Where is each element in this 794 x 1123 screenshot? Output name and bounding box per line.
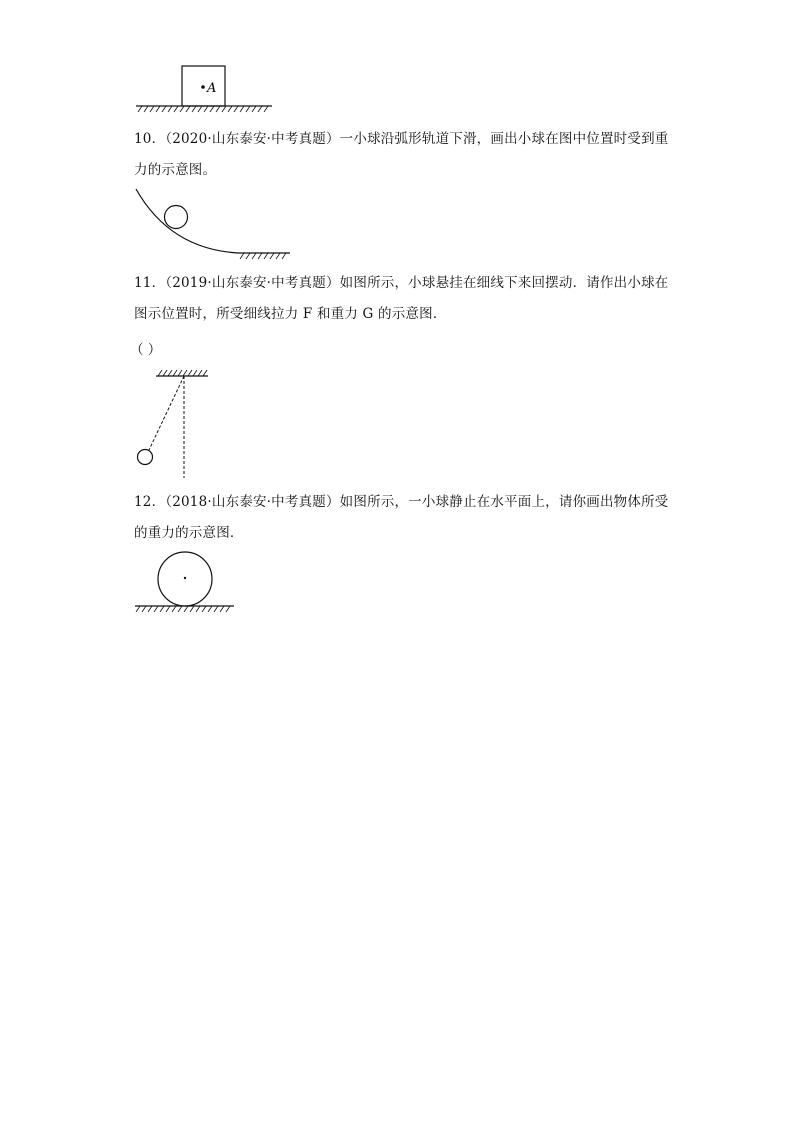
curved-track-figure	[130, 185, 300, 267]
ball-on-surface-figure	[130, 548, 240, 616]
ground-hatch	[138, 106, 268, 112]
pendulum-figure	[130, 366, 220, 480]
surface-hatch	[136, 606, 230, 612]
question-12-line-2: 的重力的示意图．	[134, 525, 244, 541]
question-11-line-1: 11．（2019·山东泰安·中考真题）如图所示，小球悬挂在细线下来回摆动．请作出小球在	[134, 275, 669, 291]
ceiling-hatch	[158, 370, 207, 376]
ball-center-dot	[184, 577, 186, 579]
point-a-dot	[201, 85, 205, 89]
string-line	[149, 376, 184, 450]
question-11-line-2: 图示位置时，所受细线拉力 F 和重力 G 的示意图．	[134, 306, 447, 322]
question-10	[134, 124, 669, 186]
answer-blank: （ ）	[130, 342, 162, 358]
question-10-line-2: 力的示意图。	[134, 162, 217, 178]
question-12	[134, 487, 669, 549]
question-12-line-1: 12．（2018·山东泰安·中考真题）如图所示，一小球静止在水平面上，请你画出物体所受	[134, 494, 669, 510]
track-hatch	[240, 253, 286, 259]
question-10-line-1: 10．（2020·山东泰安·中考真题）一小球沿弧形轨道下滑，画出小球在图中位置时受到重	[134, 131, 669, 147]
block-on-ground-figure	[130, 60, 280, 120]
question-11	[134, 268, 669, 330]
pendulum-ball	[138, 450, 153, 465]
ball	[165, 206, 188, 229]
point-a-label: A	[207, 81, 217, 96]
